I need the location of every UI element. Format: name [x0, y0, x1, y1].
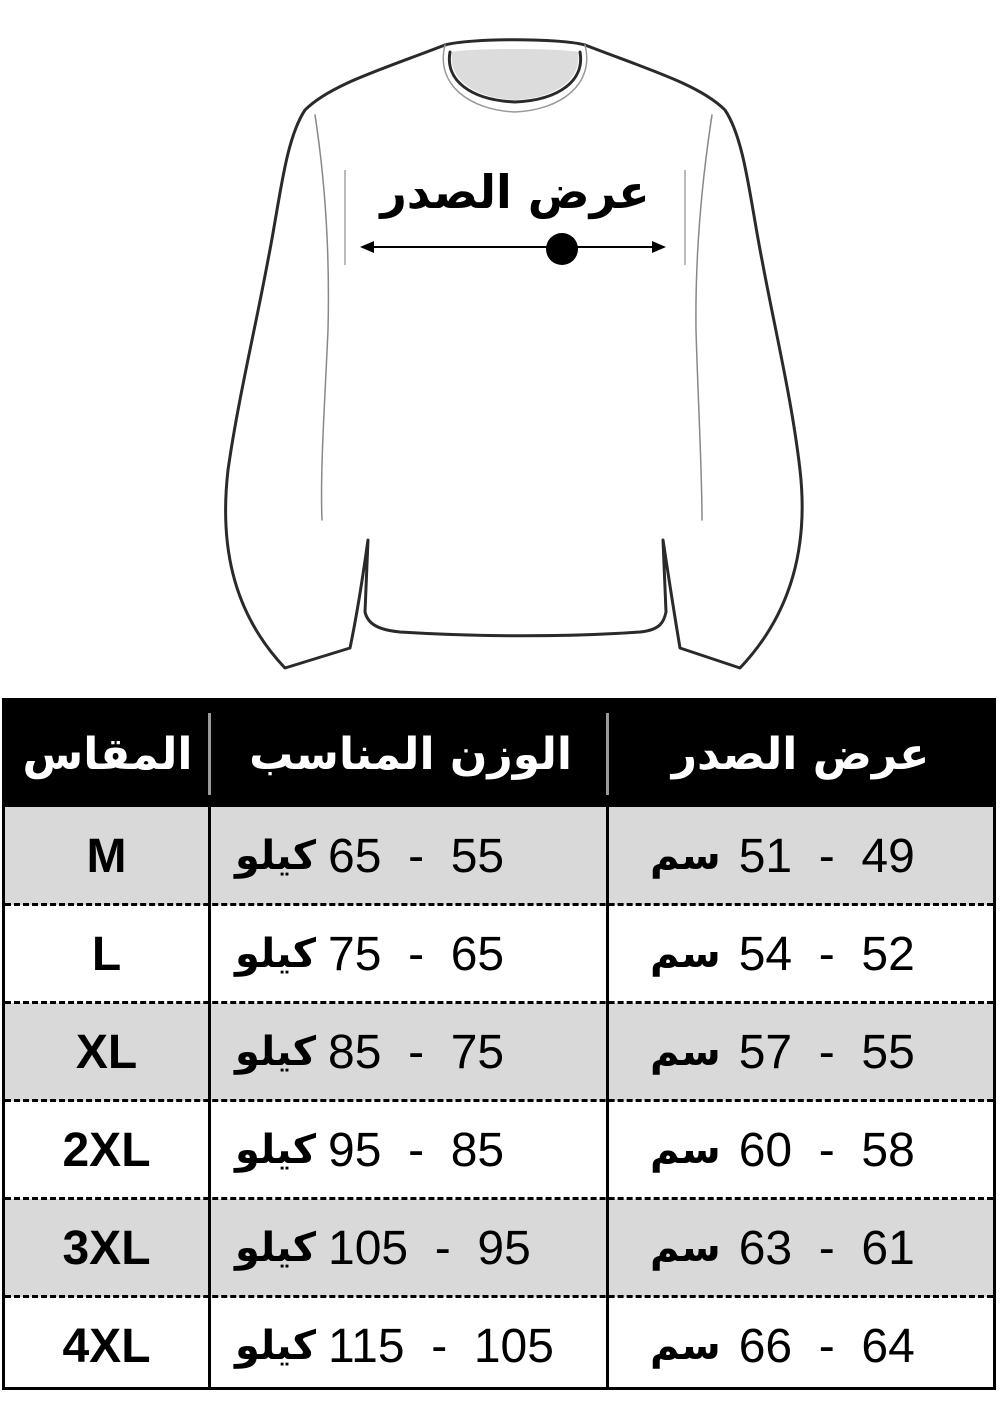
- weight-range: 105 - 95: [328, 1221, 531, 1275]
- chest-cell: [650, 1101, 970, 1199]
- weight-unit: كيلو: [235, 1127, 316, 1173]
- weight-cell: [235, 1003, 595, 1101]
- weight-unit: كيلو: [235, 1029, 316, 1075]
- weight-cell: [235, 905, 595, 1003]
- chest-unit: سم: [650, 1323, 721, 1369]
- weight-range: 75 - 65: [328, 927, 505, 981]
- sweater-outline: [0, 0, 1000, 690]
- table-row: [5, 1297, 993, 1395]
- size-cell: L: [91, 927, 122, 981]
- chest-cell: [650, 1199, 970, 1297]
- chest-range: 51 - 49: [738, 829, 915, 883]
- chest-unit: سم: [650, 1225, 721, 1271]
- table-row: [5, 1101, 993, 1199]
- chest-range: 57 - 55: [738, 1025, 915, 1079]
- size-cell: M: [86, 829, 127, 883]
- column-divider: [208, 807, 211, 1387]
- header-divider: [606, 713, 609, 795]
- size-cell: XL: [75, 1025, 138, 1079]
- table-header: [5, 701, 993, 807]
- size-cell: 3XL: [62, 1221, 151, 1275]
- table-row: [5, 1199, 993, 1297]
- chest-unit: سم: [650, 1127, 721, 1173]
- table-row: [5, 1003, 993, 1101]
- weight-unit: كيلو: [235, 833, 316, 879]
- weight-unit: كيلو: [235, 1225, 316, 1271]
- chest-cell: [650, 1003, 970, 1101]
- row-divider: [5, 1295, 993, 1298]
- weight-range: 95 - 85: [328, 1123, 505, 1177]
- table-row: [5, 905, 993, 1003]
- header-divider: [208, 713, 211, 795]
- chest-cell: [650, 807, 970, 905]
- chest-unit: سم: [650, 931, 721, 977]
- weight-range: 65 - 55: [328, 829, 505, 883]
- chest-unit: سم: [650, 833, 721, 879]
- weight-unit: كيلو: [235, 931, 316, 977]
- size-chart-table: [2, 698, 996, 1390]
- weight-range: 115 - 105: [328, 1319, 554, 1373]
- header-size: المقاس: [22, 728, 193, 780]
- table-row: [5, 807, 993, 905]
- row-divider: [5, 1099, 993, 1102]
- column-divider: [606, 807, 609, 1387]
- chest-width-label: عرض الصدر: [380, 165, 650, 219]
- weight-cell: [235, 1101, 595, 1199]
- weight-cell: [235, 807, 595, 905]
- chest-cell: [650, 1297, 970, 1395]
- weight-range: 85 - 75: [328, 1025, 505, 1079]
- weight-unit: كيلو: [235, 1323, 316, 1369]
- row-divider: [5, 1001, 993, 1004]
- chest-cell: [650, 905, 970, 1003]
- header-chest-width: عرض الصدر: [671, 728, 930, 780]
- weight-cell: [235, 1199, 595, 1297]
- chest-unit: سم: [650, 1029, 721, 1075]
- row-divider: [5, 1197, 993, 1200]
- row-divider: [5, 903, 993, 906]
- size-cell: 2XL: [62, 1123, 151, 1177]
- chest-range: 54 - 52: [738, 927, 915, 981]
- size-cell: 4XL: [62, 1319, 151, 1373]
- chest-range: 63 - 61: [738, 1221, 915, 1275]
- header-suitable-weight: الوزن المناسب: [249, 728, 572, 780]
- weight-cell: [235, 1297, 595, 1395]
- chest-range: 60 - 58: [738, 1123, 915, 1177]
- chest-range: 66 - 64: [738, 1319, 915, 1373]
